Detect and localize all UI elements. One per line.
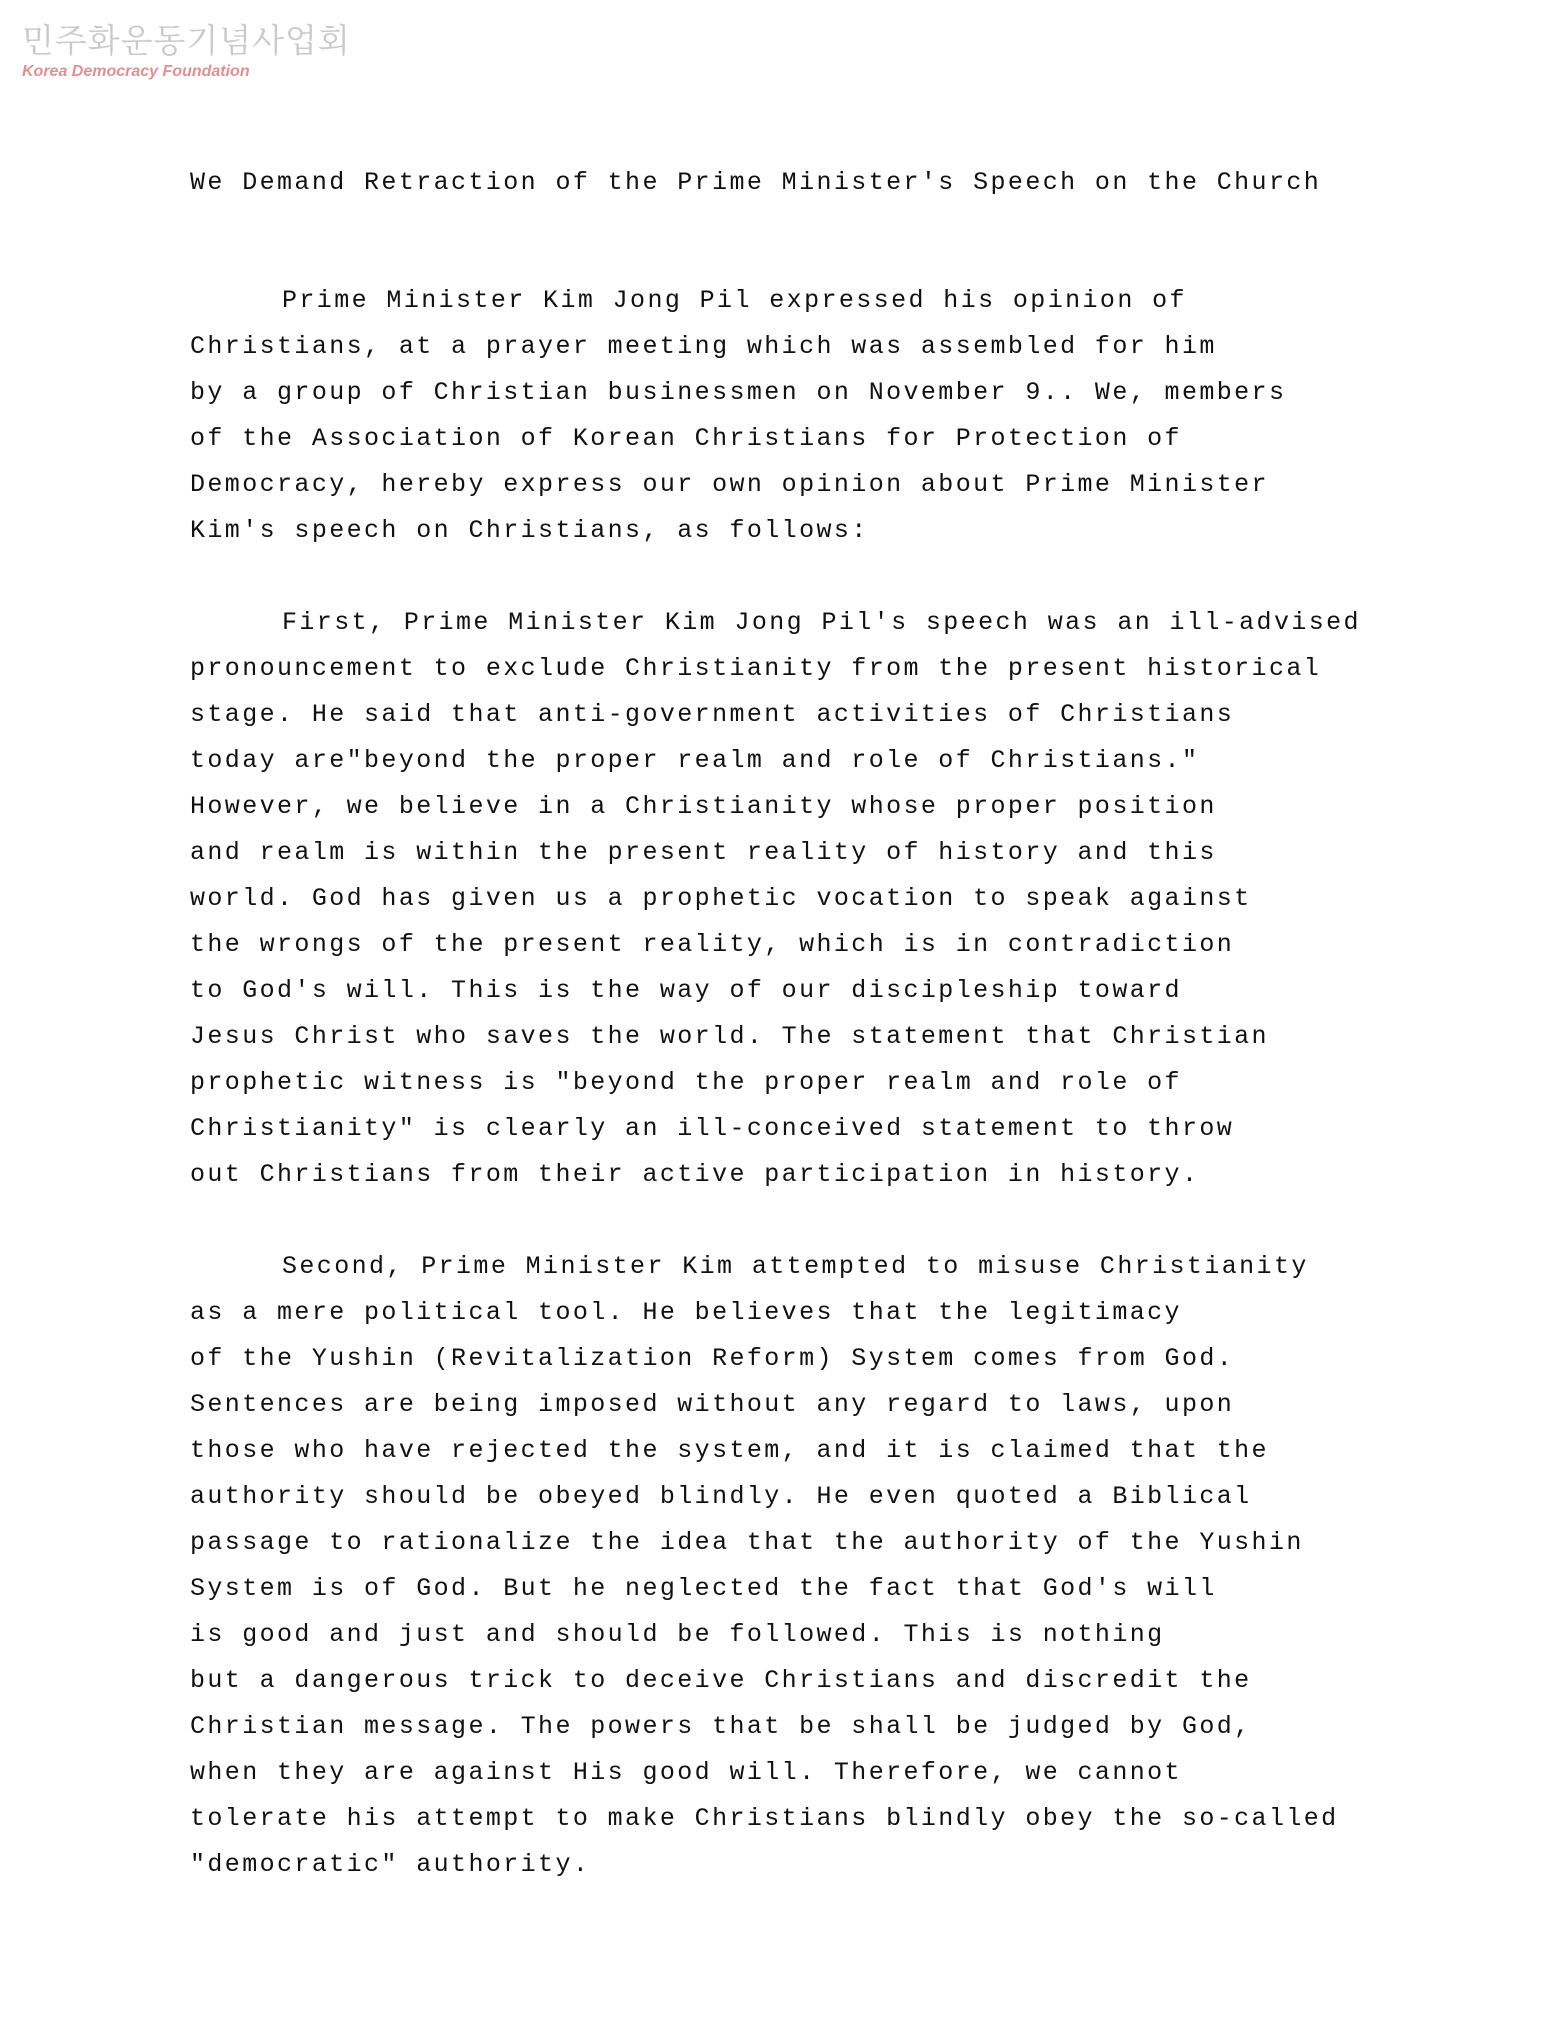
paragraph-first-point — [190, 600, 1480, 1198]
watermark-korean-text: 민주화운동기념사업회 — [22, 21, 351, 60]
text-line: System is of God. But he neglected the fact that God's will — [190, 1574, 1217, 1603]
document-body — [190, 160, 1480, 1934]
watermark-english-text: Korea Democracy Foundation — [22, 63, 250, 80]
text-line: but a dangerous trick to deceive Christians and discredit the — [190, 1666, 1252, 1695]
text-line: However, we believe in a Christianity whose proper position — [190, 792, 1217, 821]
paragraph-introduction — [190, 278, 1480, 554]
text-line: stage. He said that anti-government activities of Christians — [190, 700, 1235, 729]
document-title: We Demand Retraction of the Prime Minister's Speech on the Church — [190, 168, 1322, 197]
text-line: tolerate his attempt to make Christians blindly obey the so-called — [190, 1804, 1339, 1833]
text-line: the wrongs of the present reality, which is in contradiction — [190, 930, 1235, 959]
watermark-logo — [22, 20, 351, 82]
text-line: to God's will. This is the way of our discipleship toward — [190, 976, 1182, 1005]
text-line: passage to rationalize the idea that the authority of the Yushin — [190, 1528, 1304, 1557]
text-line: pronouncement to exclude Christianity from the present historical — [190, 654, 1322, 683]
text-line: of the Yushin (Revitalization Reform) System comes from God. — [190, 1344, 1235, 1373]
text-line: by a group of Christian businessmen on November 9.. We, members — [190, 378, 1287, 407]
paragraph-second-point — [190, 1244, 1480, 1888]
text-line: prophetic witness is "beyond the proper realm and role of — [190, 1068, 1182, 1097]
text-line: Christians, at a prayer meeting which was assembled for him — [190, 332, 1217, 361]
text-line: Sentences are being imposed without any regard to laws, upon — [190, 1390, 1235, 1419]
text-line: and realm is within the present reality of history and this — [190, 838, 1217, 867]
text-line: Jesus Christ who saves the world. The statement that Christian — [190, 1022, 1269, 1051]
text-line: First, Prime Minister Kim Jong Pil's speech was an ill-advised — [282, 608, 1361, 637]
text-line: is good and just and should be followed. This is nothing — [190, 1620, 1165, 1649]
text-line: Second, Prime Minister Kim attempted to misuse Christianity — [282, 1252, 1309, 1281]
text-line: Christian message. The powers that be shall be judged by God, — [190, 1712, 1252, 1741]
text-line: today are"beyond the proper realm and role of Christians." — [190, 746, 1200, 775]
text-line: of the Association of Korean Christians for Protection of — [190, 424, 1182, 453]
text-line: world. God has given us a prophetic vocation to speak against — [190, 884, 1252, 913]
text-line: out Christians from their active participation in history. — [190, 1160, 1200, 1189]
text-line: Kim's speech on Christians, as follows: — [190, 516, 869, 545]
text-line: Prime Minister Kim Jong Pil expressed his opinion of — [282, 286, 1187, 315]
text-line: as a mere political tool. He believes that the legitimacy — [190, 1298, 1182, 1327]
text-line: Democracy, hereby express our own opinion about Prime Minister — [190, 470, 1269, 499]
text-line: "democratic" authority. — [190, 1850, 591, 1879]
text-line: authority should be obeyed blindly. He even quoted a Biblical — [190, 1482, 1252, 1511]
text-line: when they are against His good will. Therefore, we cannot — [190, 1758, 1182, 1787]
text-line: those who have rejected the system, and it is claimed that the — [190, 1436, 1269, 1465]
text-line: Christianity" is clearly an ill-conceived statement to throw — [190, 1114, 1235, 1143]
